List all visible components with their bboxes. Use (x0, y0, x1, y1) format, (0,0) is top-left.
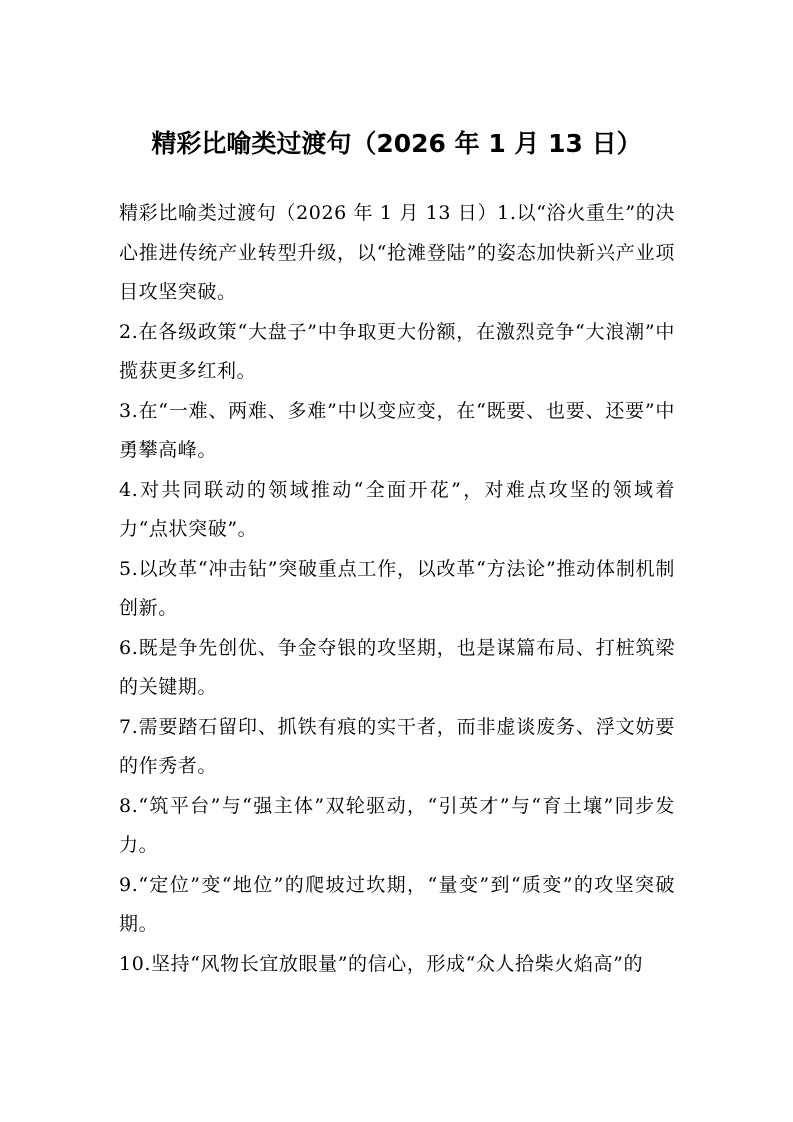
paragraph: 2.在各级政策“大盘子”中争取更大份额，在激烈竞争“大浪潮”中揽获更多红利。 (119, 320, 675, 382)
paragraph: 6.既是争先创优、争金夺银的攻坚期，也是谋篇布局、打桩筑梁的关键期。 (119, 636, 675, 698)
paragraph: 8.“筑平台”与“强主体”双轮驱动，“引英才”与“育土壤”同步发力。 (119, 794, 675, 856)
paragraph: 精彩比喻类过渡句（2026 年 1 月 13 日）1.以“浴火重生”的决心推进传统产业转型升级，以“抢滩登陆”的姿态加快新兴产业项目攻坚突破。 (119, 202, 675, 303)
paragraph: 10.坚持“风物长宜放眼量”的信心，形成“众人拾柴火焰高”的 (119, 952, 644, 975)
paragraph: 7.需要踏石留印、抓铁有痕的实干者，而非虚谈废务、浮文妨要的作秀者。 (119, 715, 675, 777)
document-body (119, 194, 675, 984)
paragraph: 3.在“一难、两难、多难”中以变应变，在“既要、也要、还要”中勇攀高峰。 (119, 399, 675, 461)
paragraph: 5.以改革“冲击钻”突破重点工作，以改革“方法论”推动体制机制创新。 (119, 557, 675, 619)
paragraph: 4.对共同联动的领域推动“全面开花”，对难点攻坚的领域着力“点状突破”。 (119, 478, 675, 540)
paragraph: 9.“定位”变“地位”的爬坡过坎期，“量变”到“质变”的攻坚突破期。 (119, 873, 675, 935)
document-title: 精彩比喻类过渡句（2026 年 1 月 13 日） (151, 129, 642, 158)
